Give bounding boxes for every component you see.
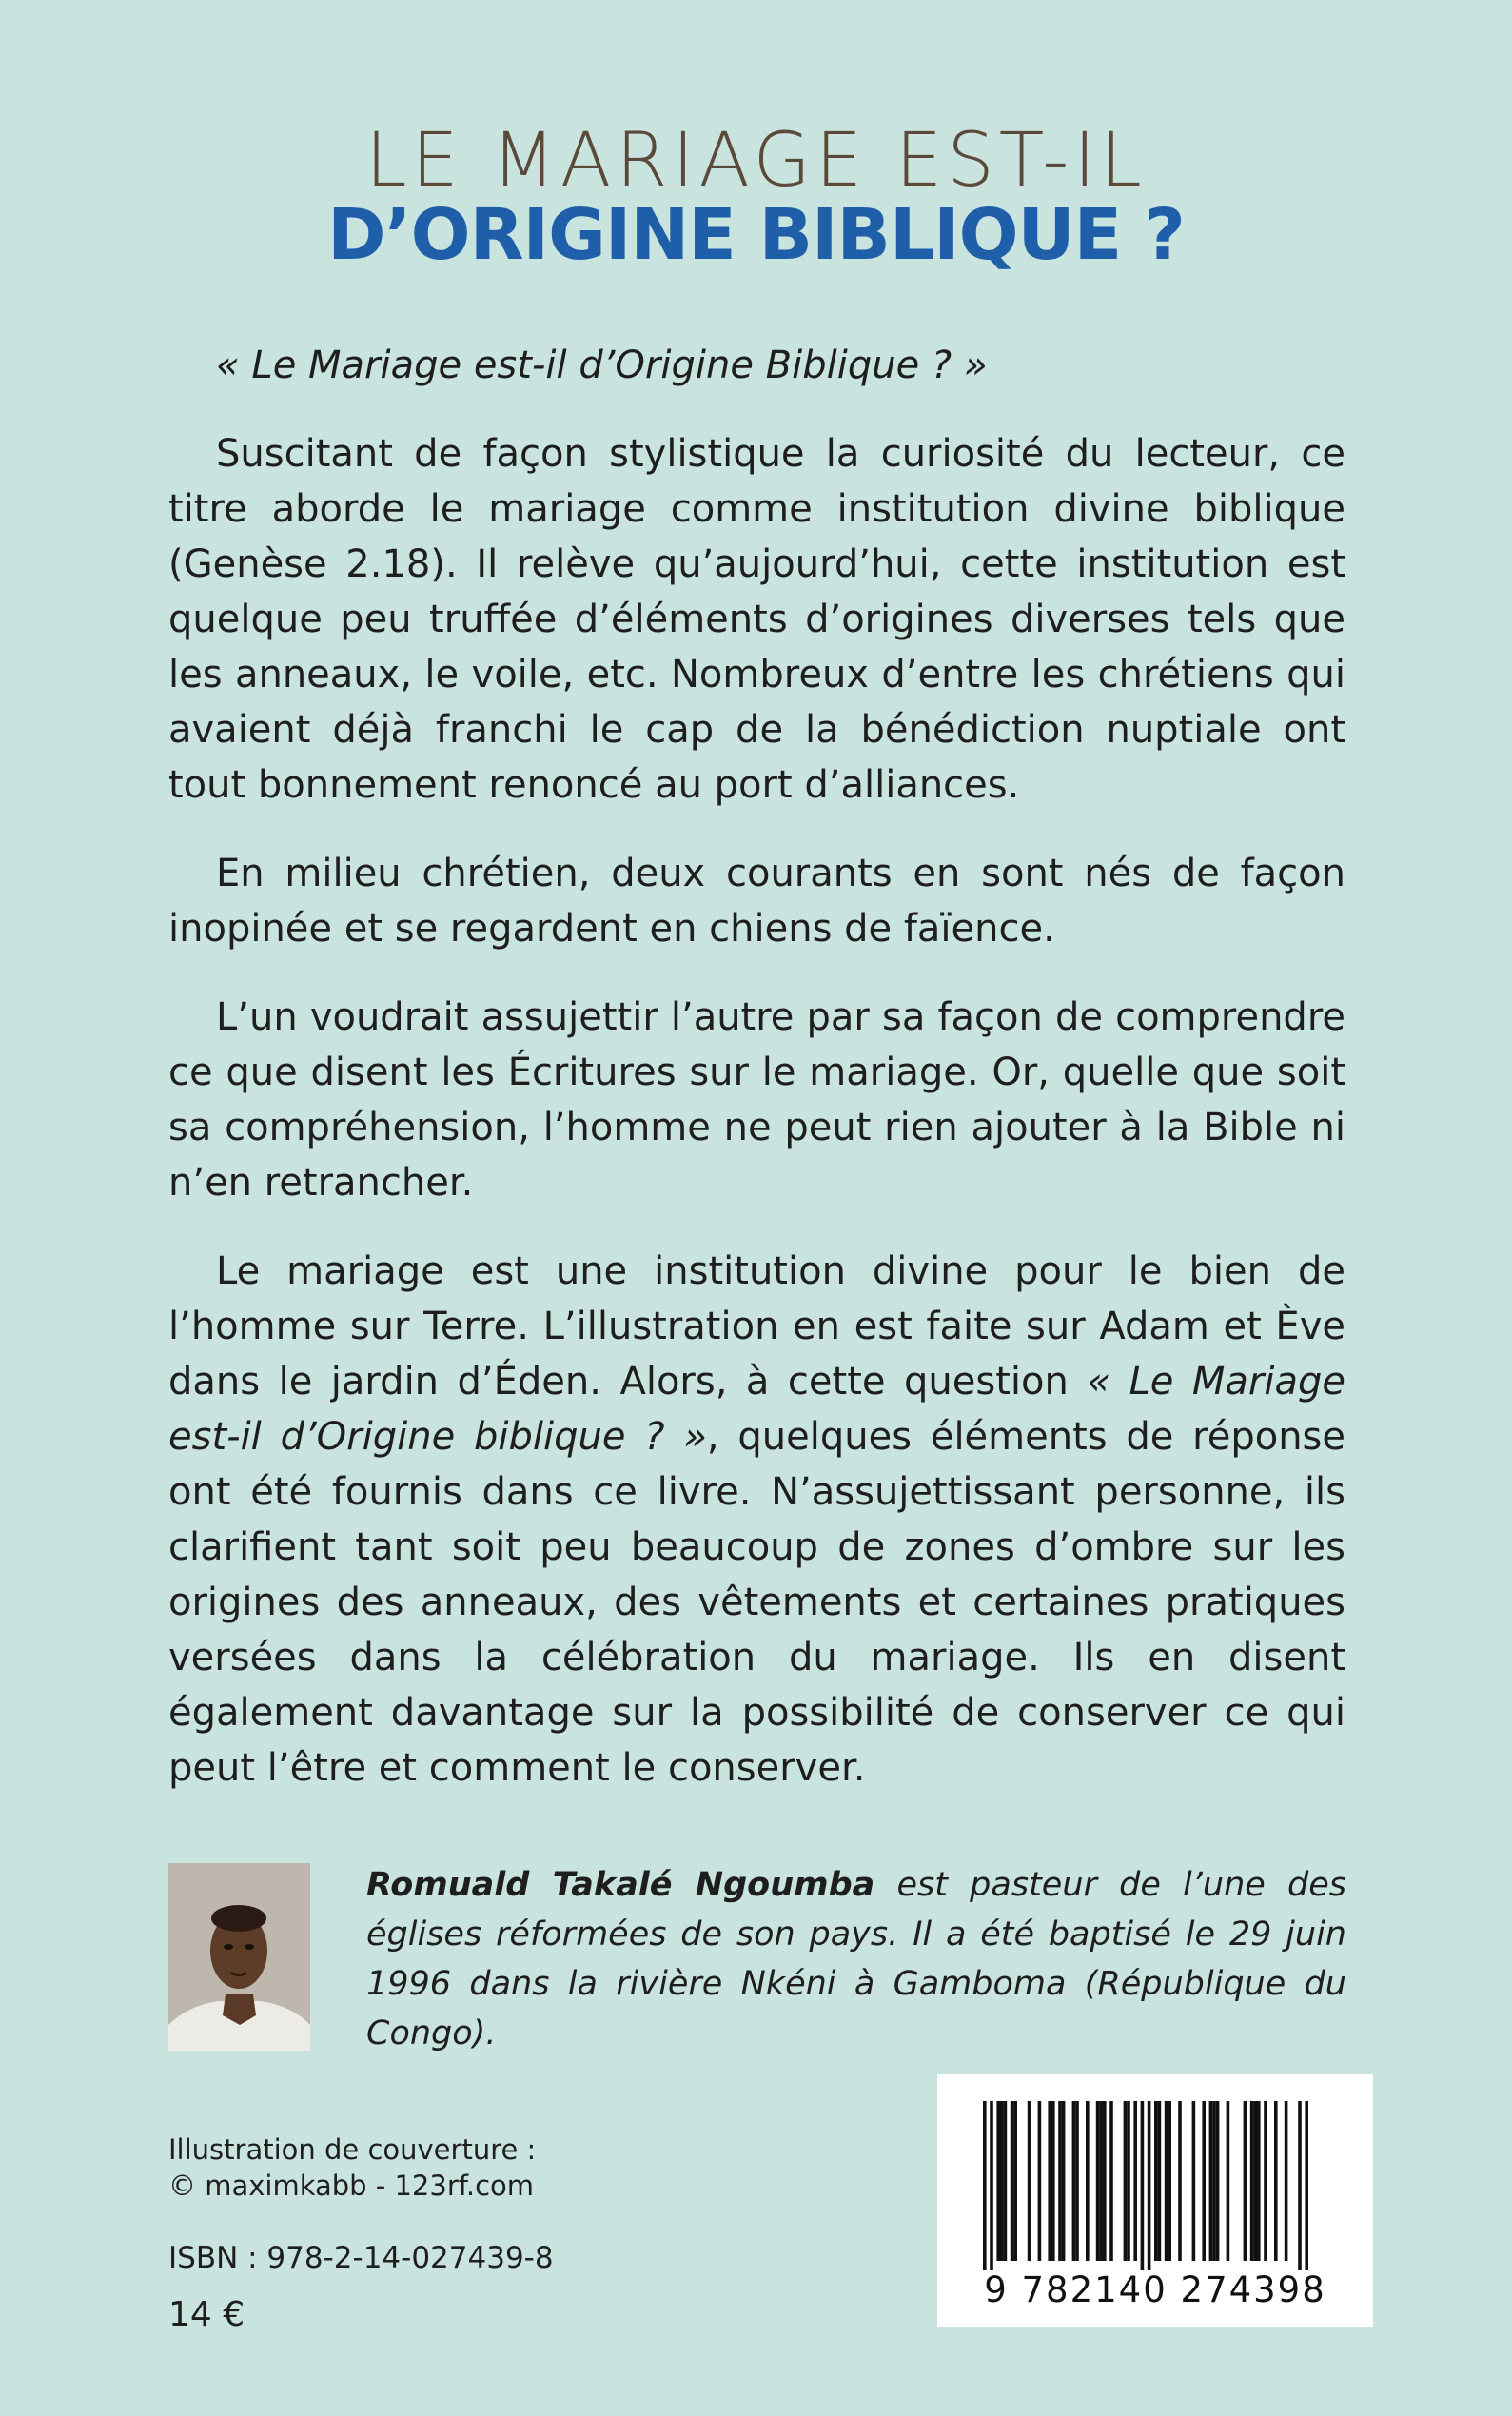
barcode-bar — [1109, 2101, 1113, 2261]
barcode-bar — [1244, 2101, 1247, 2261]
barcode-bar — [1274, 2101, 1278, 2261]
barcode-bar — [1004, 2101, 1008, 2261]
barcode-bar — [1285, 2101, 1288, 2261]
paragraph-1: Suscitant de façon stylistique la curiosité du lecteur, ce titre aborde le mariage comme institution divine biblique (Genèse 2.18). Il relève qu’aujourd’hui, cette institution est quelque peu truffée d’éléments d’origines diverses tels que les anneaux, le voile, etc. Nombreux d’entre les chrétiens qui avaient déjà franchi le cap de la bénédiction nuptiale ont tout bonnement renoncé au port d’alliances. — [168, 432, 1345, 807]
paragraph-4 — [168, 1244, 1345, 1796]
barcode — [937, 2074, 1373, 2327]
barcode-bar — [1000, 2101, 1004, 2261]
paragraph-4-end: , quelques éléments de réponse ont été fournis dans ce livre. N’assujettissant personne, ils clarifient tant soit peu beaucoup de zones d’ombre sur les origines des anneaux, des vêtements et certaines pratiques versées dans la célébration du mariage. Ils en disent également davantage sur la possibilité de conserver ce qui peut l’être et comment le conserver. — [168, 1415, 1345, 1790]
barcode-bar — [1028, 2101, 1031, 2261]
barcode-bar — [1257, 2101, 1261, 2261]
barcode-bar — [1148, 2101, 1151, 2270]
barcode-bar — [1048, 2101, 1051, 2261]
title-line-1: LE MARIAGE EST-IL — [365, 118, 1147, 204]
barcode-bar — [1072, 2101, 1076, 2261]
barcode-bar — [1154, 2101, 1158, 2261]
barcode-bar — [1013, 2101, 1017, 2261]
barcode-digits: 9 782140 274398 — [984, 2269, 1326, 2310]
barcode-bar — [1062, 2101, 1066, 2261]
isbn: ISBN : 978-2-14-027439-8 — [168, 2241, 554, 2275]
barcode-bar — [1133, 2101, 1137, 2261]
barcode-bar — [1127, 2101, 1130, 2261]
paragraph-4-start: Le mariage est une institution divine pour le bien de l’homme sur Terre. L’illustration en est faite sur Adam et Ève dans le jardin d’Éden. Alors, à cette question — [168, 1249, 1345, 1404]
barcode-bar — [1305, 2101, 1308, 2270]
barcode-bar — [990, 2101, 993, 2270]
title-line-2: D’ORIGINE BIBLIQUE ? — [327, 194, 1185, 276]
barcode-bar — [1096, 2101, 1100, 2261]
barcode-bar — [1250, 2101, 1254, 2261]
barcode-bar — [1202, 2101, 1206, 2261]
credits-line-2: © maximkabb - 123rf.com — [168, 2170, 535, 2202]
barcode-bar — [1038, 2101, 1042, 2261]
barcode-bar — [1124, 2101, 1128, 2261]
barcode-bar — [1253, 2101, 1257, 2261]
back-cover-text — [168, 338, 1345, 1829]
author-name: Romuald Takalé Ngoumba — [366, 1866, 875, 1904]
paragraph-2: En milieu chrétien, deux courants en sont nés de façon inopinée et se regardent en chiens de faïence. — [168, 852, 1345, 951]
barcode-bar — [1227, 2101, 1230, 2261]
barcode-bar — [1075, 2101, 1079, 2261]
barcode-bar — [1141, 2101, 1145, 2270]
barcode-bar — [1168, 2101, 1171, 2261]
barcode-bar — [983, 2101, 987, 2270]
barcode-bar — [1103, 2101, 1107, 2261]
barcode-bar — [1209, 2101, 1213, 2261]
barcode-bar — [1298, 2101, 1302, 2270]
barcode-bar — [1165, 2101, 1168, 2261]
barcode-bar — [1011, 2101, 1014, 2261]
paragraph-3: L’un voudrait assujettir l’autre par sa façon de comprendre ce que disent les Écritures sur le mariage. Or, quelle que soit sa compréhension, l’homme ne peut rien ajouter à la Bible ni n’en retrancher. — [168, 995, 1345, 1205]
author-bio-text: est pasteur de l’une des églises réformées de son pays. Il a été baptisé le 29 juin 1996 dans la rivière Nkéni à Gamboma (République du Congo). — [366, 1866, 1346, 2053]
barcode-bar — [1212, 2101, 1216, 2261]
barcode-bar — [1216, 2101, 1220, 2261]
author-bio — [366, 1860, 1346, 2058]
cover-illustration-credits — [168, 2131, 536, 2204]
barcode-bar — [1058, 2101, 1062, 2261]
barcode-bar — [1051, 2101, 1055, 2261]
author-portrait-illustration — [168, 1863, 310, 2051]
paragraph-4-italic-question: « Le Mariage est-il d’Origine biblique ? » — [168, 1360, 1345, 1459]
barcode-bar — [1264, 2101, 1267, 2261]
barcode-bar — [1192, 2101, 1196, 2261]
barcode-bar — [1178, 2101, 1182, 2261]
author-photo — [168, 1863, 310, 2051]
price: 14 € — [168, 2295, 245, 2334]
barcode-bar — [1158, 2101, 1162, 2261]
credits-line-1: Illustration de couverture : — [168, 2133, 537, 2166]
barcode-bar — [996, 2101, 1000, 2261]
barcode-bar — [1086, 2101, 1090, 2261]
quote-paragraph: « Le Mariage est-il d’Origine Biblique ? » — [216, 344, 988, 387]
barcode-bar — [1099, 2101, 1103, 2261]
